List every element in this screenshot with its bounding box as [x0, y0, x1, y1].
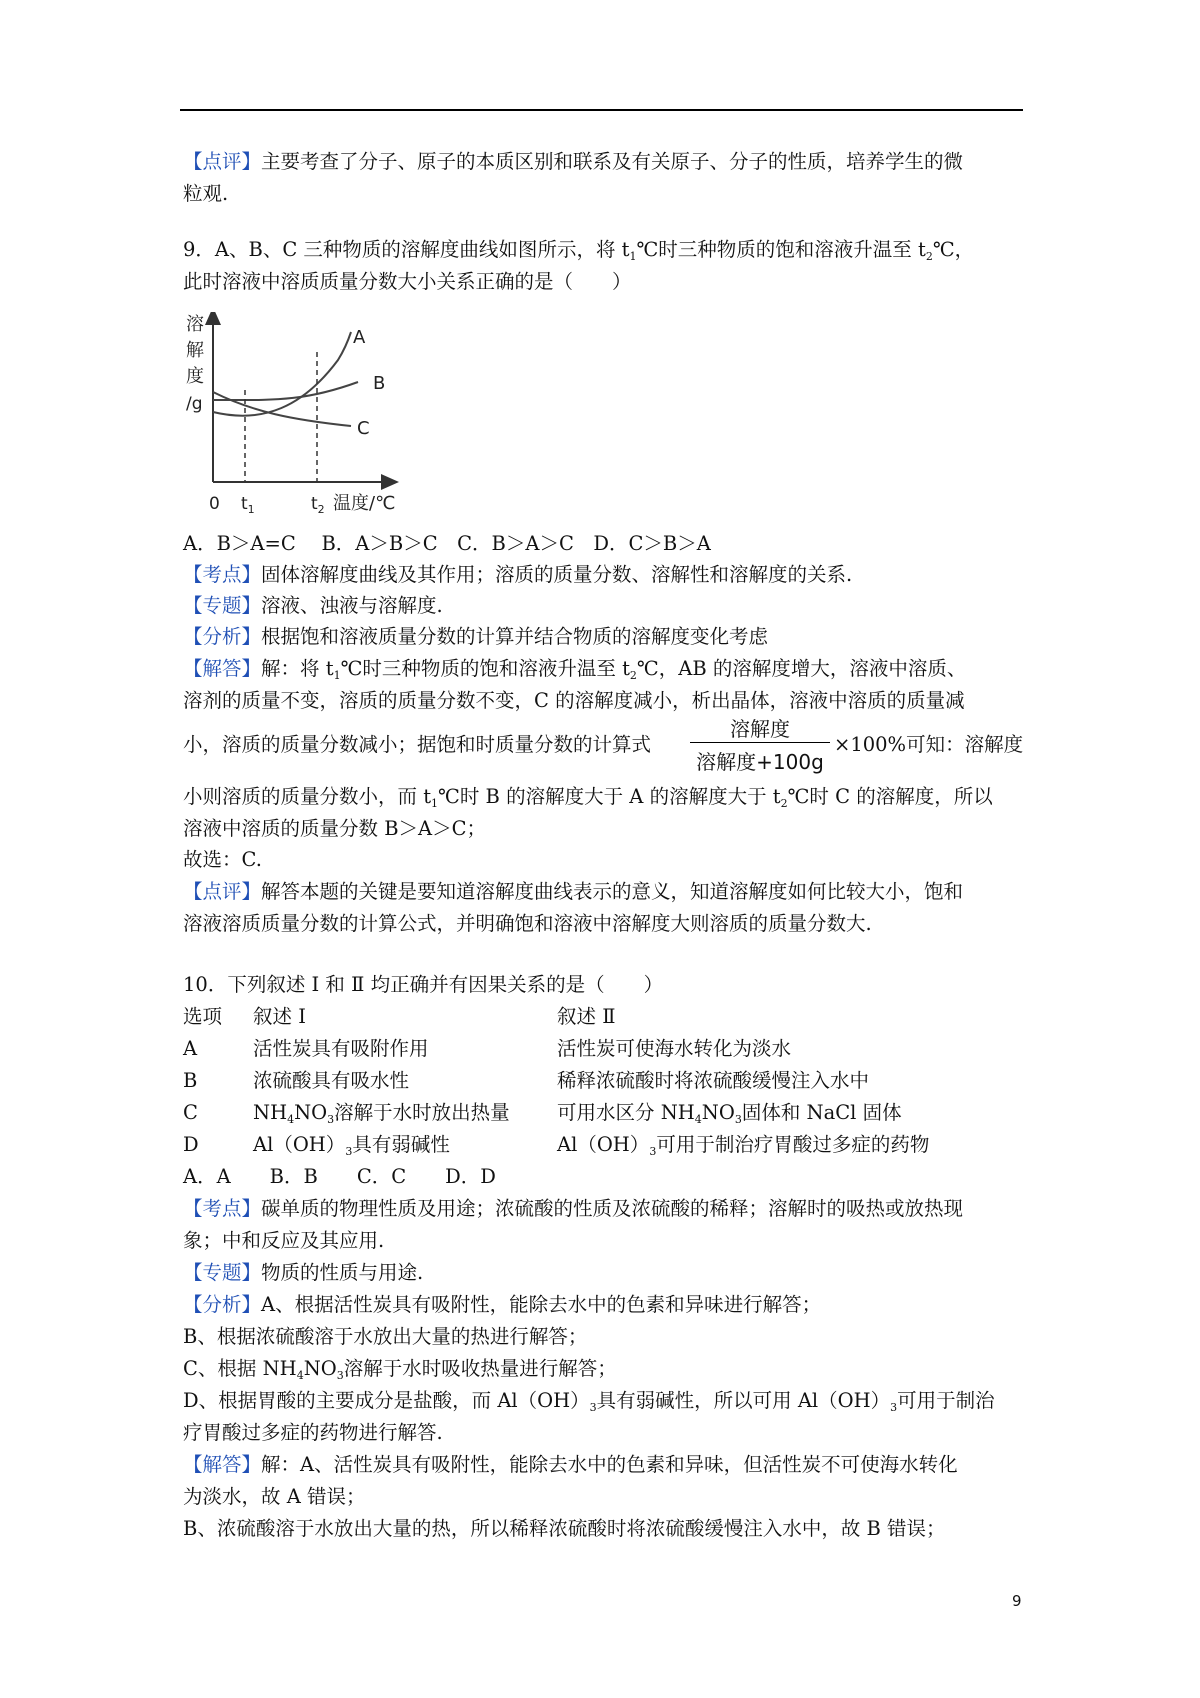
- table-row-b-statement-1: 浓硫酸具有吸水性: [253, 1069, 410, 1092]
- table-row-d-statement-1: $Al(OH)_3$具有弱碱性: [253, 1133, 450, 1158]
- fraction-numerator: 溶解度: [730, 717, 790, 741]
- origin-label: 0: [209, 494, 220, 514]
- q10-kaodian-2: 象；中和反应及其应用.: [183, 1229, 385, 1252]
- y-label-3: 度: [186, 366, 204, 387]
- table-row-d-statement-2: $Al(OH)_3$可用于制治疗胃酸过多症的药物: [557, 1133, 930, 1158]
- table-row-c-statement-2: 可用水区分 $NH_4NO_3$固体和 NaCl 固体: [557, 1101, 902, 1126]
- y-label-4: /g: [186, 394, 203, 414]
- q9-jieda-5: 溶液中溶质的质量分数 B＞A＞C；: [183, 817, 487, 840]
- q9-zhuanti: 【专题】溶液、浊液与溶解度.: [183, 594, 443, 617]
- header-rule: [180, 109, 1023, 111]
- q9-jieda-2: 溶剂的质量不变，溶质的质量分数不变，C 的溶解度减小，析出晶体，溶液中溶质的质量减: [183, 689, 965, 712]
- page-number: 9: [1012, 1592, 1022, 1610]
- question-10-stem: 10．下列叙述 Ⅰ 和 Ⅱ 均正确并有因果关系的是（ ）: [183, 973, 664, 996]
- q9-jieda-3: 小，溶质的质量分数减小；据饱和时质量分数的计算式: [183, 733, 652, 756]
- table-header-option: 选项: [183, 1005, 223, 1028]
- q10-fenxi: 【分析】A、根据活性炭具有吸附性，能除去水中的色素和异味进行解答；: [183, 1293, 822, 1316]
- fraction-denominator: 溶解度+100g: [696, 750, 824, 774]
- q9-jieda: 【解答】解：将 $t_1℃$时三种物质的饱和溶液升温至 $t_2℃$，AB 的溶解度增大，溶液中溶质、: [183, 657, 967, 682]
- q10-jieda-3: B、浓硫酸溶于水放出大量的热，所以稀释浓硫酸时将浓硫酸缓慢注入水中，故 B 错误；: [183, 1517, 946, 1540]
- question-9-stem: 9．A、B、C 三种物质的溶解度曲线如图所示，将 $t_1℃$时三种物质的饱和溶液升温至 $t_2℃$，: [183, 238, 975, 263]
- table-row-a-statement-2: 活性炭可使海水转化为淡水: [557, 1037, 792, 1060]
- comment-line: 【点评】主要考查了分子、原子的本质区别和联系及有关原子、分子的性质，培养学生的微: [183, 150, 964, 173]
- q10-fenxi-3: C、根据 $NH_4NO_3$溶解于水时吸收热量进行解答；: [183, 1357, 617, 1382]
- curve-b: [213, 382, 358, 400]
- table-row-a-option: A: [183, 1037, 198, 1060]
- q10-jieda: 【解答】解：A、活性炭具有吸附性，能除去水中的色素和异味，但活性炭不可使海水转化: [183, 1453, 958, 1476]
- table-row-b-option: B: [183, 1069, 198, 1092]
- q10-fenxi-2: B、根据浓硫酸溶于水放出大量的热进行解答；: [183, 1325, 588, 1348]
- comment-tag: 【点评】: [183, 150, 262, 173]
- q10-jieda-2: 为淡水，故 A 错误；: [183, 1485, 366, 1508]
- t2-label: $t_2$: [311, 494, 325, 516]
- curve-c: [213, 392, 351, 426]
- table-row-d-option: D: [183, 1133, 199, 1156]
- q10-fenxi-5: 疗胃酸过多症的药物进行解答.: [183, 1421, 443, 1444]
- x-axis-label: 温度/℃: [333, 493, 396, 514]
- table-header-statement-2: 叙述 Ⅱ: [557, 1005, 616, 1028]
- curve-b-label: B: [373, 373, 386, 394]
- curve-a: [213, 332, 351, 416]
- table-row-c-statement-1: $NH_4NO_3$溶解于水时放出热量: [253, 1101, 510, 1126]
- q9-fenxi: 【分析】根据饱和溶液质量分数的计算并结合物质的溶解度变化考虑: [183, 625, 769, 648]
- question-9-stem-2: 此时溶液中溶质质量分数大小关系正确的是（ ）: [183, 270, 632, 293]
- y-label-2: 解: [186, 340, 204, 361]
- curve-a-label: A: [353, 327, 366, 348]
- q9-jieda-3b: ×100%可知：溶解度: [834, 733, 1024, 756]
- solubility-curve-graph: [183, 312, 413, 522]
- t1-label: $t_1$: [241, 494, 255, 516]
- table-row-a-statement-1: 活性炭具有吸附作用: [253, 1037, 429, 1060]
- q9-answer: 故选：C.: [183, 848, 262, 871]
- y-label-1: 溶: [186, 314, 204, 335]
- table-header-statement-1: 叙述 Ⅰ: [253, 1005, 306, 1028]
- curve-c-label: C: [357, 418, 370, 439]
- question-10-options: A．A B．B C．C D．D: [183, 1165, 496, 1188]
- comment-line-2: 粒观.: [183, 182, 229, 205]
- q10-kaodian: 【考点】碳单质的物理性质及用途；浓硫酸的性质及浓硫酸的稀释；溶解时的吸热或放热现: [183, 1197, 964, 1220]
- q9-kaodian: 【考点】固体溶解度曲线及其作用；溶质的质量分数、溶解性和溶解度的关系.: [183, 563, 853, 586]
- table-row-b-statement-2: 稀释浓硫酸时将浓硫酸缓慢注入水中: [557, 1069, 870, 1092]
- q9-jieda-4: 小则溶质的质量分数小，而 $t_1℃$时 B 的溶解度大于 A 的溶解度大于 $t_2℃$时 C 的溶解度，所以: [183, 785, 993, 810]
- fraction-bar: [690, 742, 830, 743]
- q10-fenxi-4: D、根据胃酸的主要成分是盐酸，而 $Al(OH)_3$具有弱碱性，所以可用 $Al(OH)_3$可用于制治: [183, 1389, 995, 1414]
- q10-zhuanti: 【专题】物质的性质与用途.: [183, 1261, 424, 1284]
- table-row-c-option: C: [183, 1101, 198, 1124]
- formula-fraction: [690, 713, 830, 773]
- question-9-options: A．B＞A=C B．A＞B＞C C．B＞A＞C D．C＞B＞A: [183, 532, 711, 555]
- q9-dianping-2: 溶液溶质质量分数的计算公式，并明确饱和溶液中溶解度大则溶质的质量分数大.: [183, 912, 872, 935]
- q9-dianping: 【点评】解答本题的关键是要知道溶解度曲线表示的意义，知道溶解度如何比较大小，饱和: [183, 880, 964, 903]
